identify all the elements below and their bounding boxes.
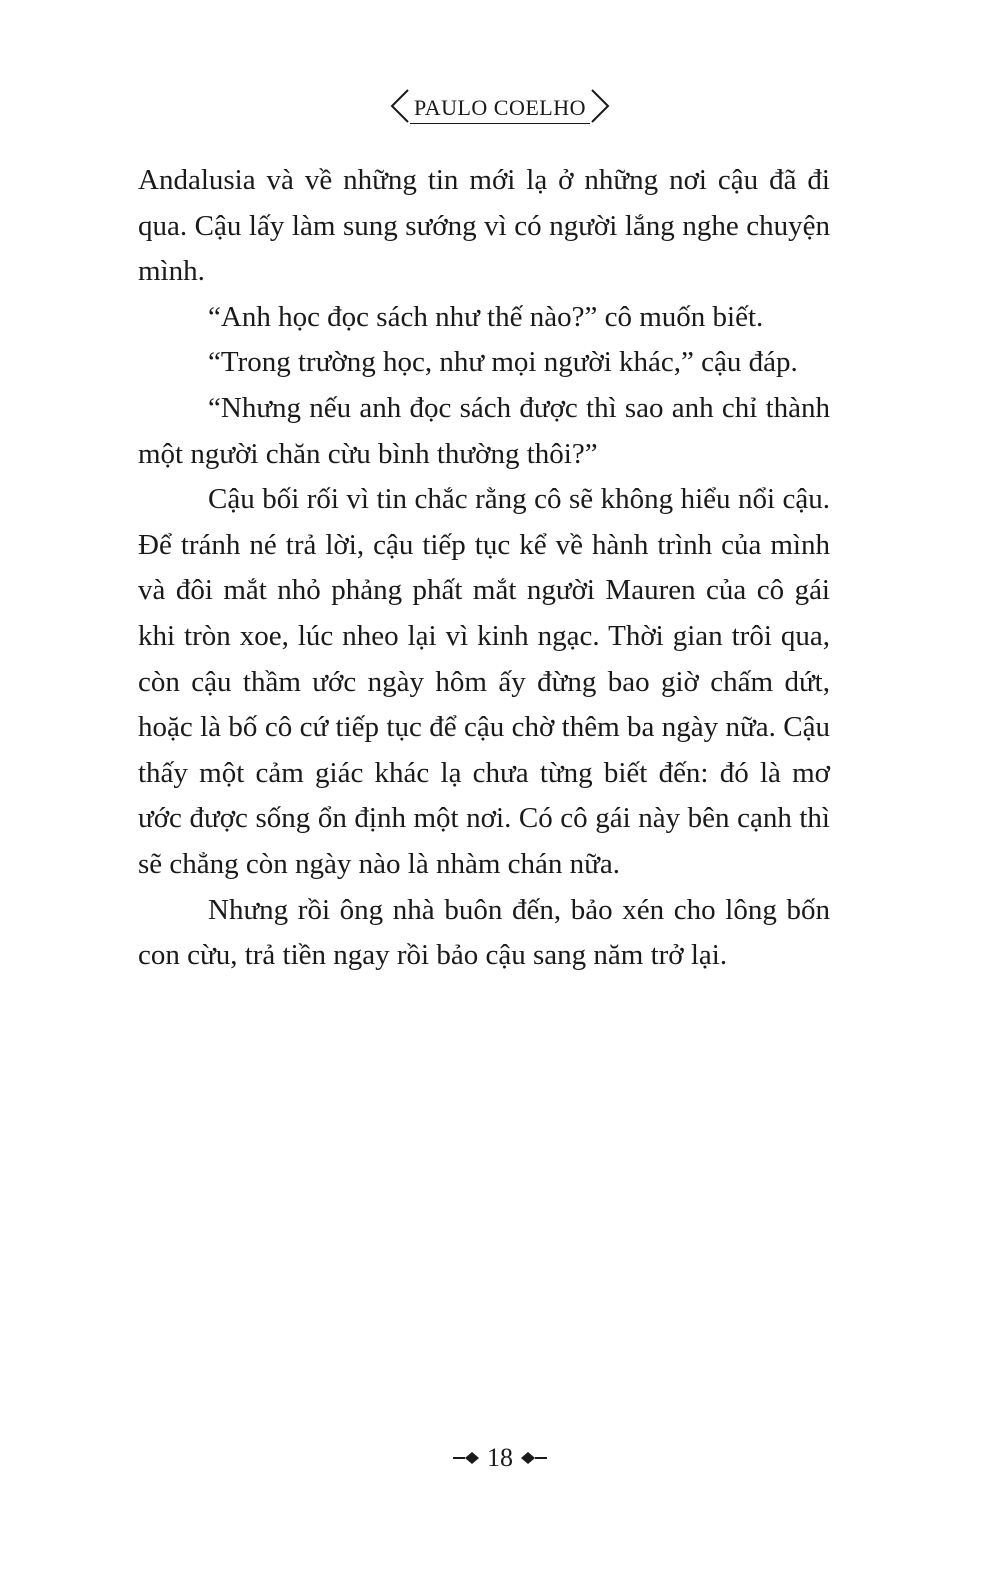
- diamond-arrow-ornament-icon: [521, 1451, 547, 1465]
- paragraph: Cậu bối rối vì tin chắc rằng cô sẽ không hiểu nổi cậu. Để tránh né trả lời, cậu tiếp tục kể về hành trình của mình và đôi mắt nhỏ phảng phất mắt người Mauren của cô gái khi tròn xoe, lúc nheo lại vì kinh ngạc. Thời gian trôi qua, còn cậu thầm ước ngày hôm ấy đừng bao giờ chấm dứt, hoặc là bố cô cứ tiếp tục để cậu chờ thêm ba ngày nữa. Cậu thấy một cảm giác khác lạ chưa từng biết đến: đó là mơ ước được sống ổn định một nơi. Có cô gái này bên cạnh thì sẽ chẳng còn ngày nào là nhàm chán nữa.: [138, 483, 830, 880]
- paragraph: “Trong trường học, như mọi người khác,” cậu đáp.: [208, 346, 798, 379]
- chevron-left-icon: [388, 88, 410, 124]
- header-frame: [388, 88, 612, 124]
- paragraph: “Anh học đọc sách như thế nào?” cô muốn biết.: [208, 300, 764, 333]
- paragraph: Andalusia và về những tin mới lạ ở những nơi cậu đã đi qua. Cậu lấy làm sung sướng vì có người lắng nghe chuyện mình.: [138, 164, 830, 288]
- paragraph: Nhưng rồi ông nhà buôn đến, bảo xén cho lông bốn con cừu, trả tiền ngay rồi bảo cậu sang năm trở lại.: [138, 893, 830, 972]
- page-number: 18: [487, 1443, 513, 1472]
- running-title: PAULO COELHO: [410, 93, 590, 124]
- paragraph: “Nhưng nếu anh đọc sách được thì sao anh chỉ thành một người chăn cừu bình thường thôi?”: [138, 391, 830, 470]
- page-footer: [0, 1438, 1000, 1478]
- diamond-arrow-ornament-icon: [453, 1451, 479, 1465]
- body-text: [138, 158, 830, 979]
- running-header: [0, 88, 1000, 124]
- chevron-right-icon: [590, 88, 612, 124]
